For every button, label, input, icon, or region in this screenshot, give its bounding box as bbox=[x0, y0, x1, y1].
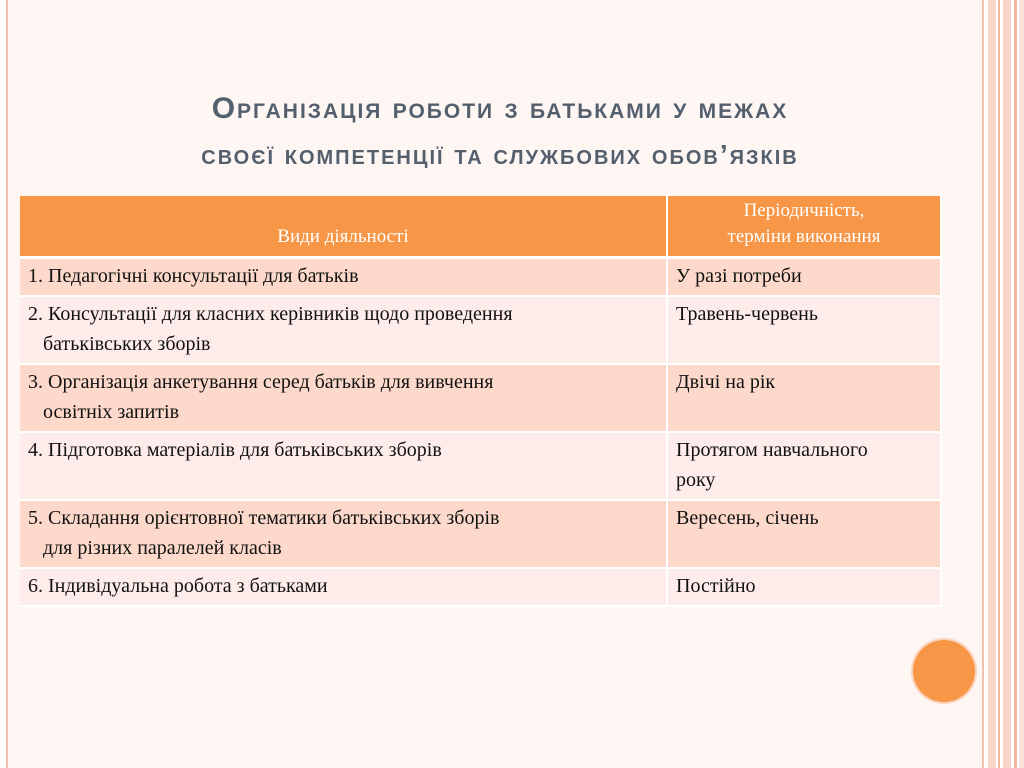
table-row bbox=[20, 296, 941, 364]
period-cell bbox=[667, 500, 941, 568]
activities-table bbox=[20, 196, 942, 607]
activity-cell bbox=[20, 364, 667, 432]
period-cell bbox=[667, 296, 941, 364]
activity-text: 2. Консультації для класних керівників щодо проведення bbox=[28, 303, 513, 325]
activity-cell bbox=[20, 296, 667, 364]
header-period bbox=[667, 196, 941, 258]
header-activity: Види діяльності bbox=[20, 196, 667, 258]
period-text: У разі потреби bbox=[676, 265, 802, 287]
activity-cell bbox=[20, 500, 667, 568]
activity-text: 5. Складання орієнтовної тематики батьківських зборів bbox=[28, 507, 500, 529]
slide-title bbox=[40, 86, 960, 178]
activity-text-continued: для різних паралелей класів bbox=[43, 537, 282, 559]
decorative-stripe bbox=[988, 0, 996, 768]
period-cell bbox=[667, 432, 941, 500]
activity-text-continued: батьківських зборів bbox=[43, 333, 211, 355]
activity-text: 4. Підготовка матеріалів для батьківських зборів bbox=[28, 439, 442, 461]
period-text: Постійно bbox=[676, 575, 756, 597]
table-row bbox=[20, 568, 941, 606]
header-period-line2: терміни виконання bbox=[727, 226, 881, 247]
table-row bbox=[20, 500, 941, 568]
table-row bbox=[20, 432, 941, 500]
activity-cell bbox=[20, 568, 667, 606]
period-text-continued: року bbox=[676, 469, 716, 491]
period-text: Травень-червень bbox=[676, 303, 818, 325]
decorative-stripe bbox=[1014, 0, 1017, 768]
period-cell bbox=[667, 364, 941, 432]
slide-title-line2: своєї компетенції та службових обов’язків bbox=[201, 139, 799, 170]
period-text: Двічі на рік bbox=[676, 371, 776, 393]
activity-text: 3. Організація анкетування серед батьків для вивчення bbox=[28, 371, 494, 393]
table-header-row bbox=[20, 196, 941, 258]
decorative-stripe bbox=[1019, 0, 1024, 768]
slide-title-line1: Організація роботи з батьками у межах bbox=[211, 92, 789, 125]
activity-text: 6. Індивідуальна робота з батьками bbox=[28, 575, 328, 597]
period-text: Вересень, січень bbox=[676, 507, 819, 529]
table-row bbox=[20, 258, 941, 297]
activity-cell bbox=[20, 432, 667, 500]
activity-text: 1. Педагогічні консультації для батьків bbox=[28, 265, 359, 287]
activity-cell bbox=[20, 258, 667, 297]
decorative-stripe bbox=[1003, 0, 1011, 768]
period-cell bbox=[667, 258, 941, 297]
activity-text-continued: освітніх запитів bbox=[43, 401, 180, 423]
decorative-stripe bbox=[998, 0, 1000, 768]
header-period-line1: Періодичність, bbox=[743, 200, 865, 221]
table-row bbox=[20, 364, 941, 432]
period-text: Протягом навчального bbox=[676, 439, 868, 461]
decorative-circle bbox=[913, 640, 975, 702]
period-cell bbox=[667, 568, 941, 606]
